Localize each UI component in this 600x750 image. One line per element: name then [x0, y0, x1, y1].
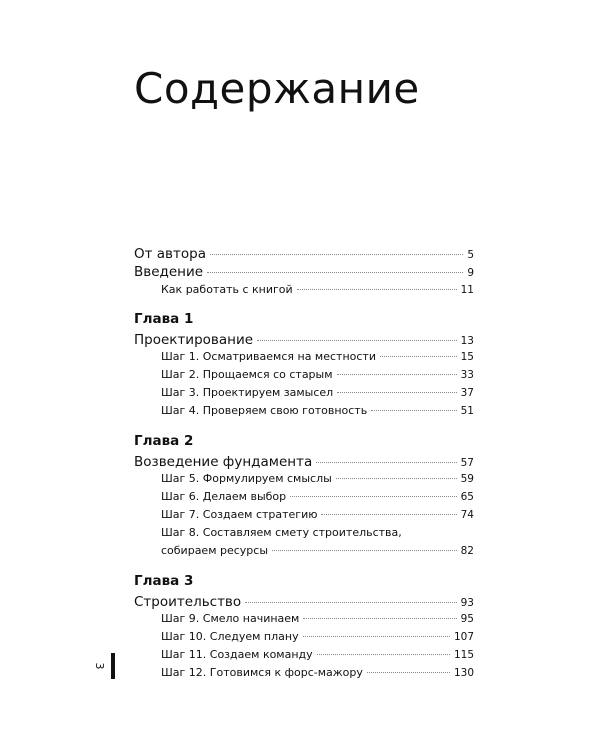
leader-dots — [337, 392, 456, 393]
toc-entry-page: 107 — [453, 631, 474, 643]
leader-dots — [207, 272, 463, 273]
toc-entry-page: 93 — [460, 597, 474, 609]
toc-entry-page: 37 — [460, 387, 474, 399]
leader-dots — [367, 672, 450, 673]
leader-dots — [317, 654, 450, 655]
toc-entry-page: 95 — [460, 613, 474, 625]
toc-entry-how-to-use[interactable] — [134, 283, 474, 296]
toc-step-8-line1[interactable]: Шаг 8. Составляем смету строительства, — [161, 526, 402, 539]
toc-step-10[interactable] — [134, 630, 474, 643]
leader-dots — [290, 496, 456, 497]
toc-entry-page: 57 — [460, 457, 474, 469]
toc-step-8[interactable] — [134, 544, 474, 557]
toc-step-11[interactable] — [134, 648, 474, 661]
toc-entry-introduction[interactable] — [134, 264, 474, 280]
leader-dots — [210, 254, 463, 255]
toc-step-5[interactable] — [134, 472, 474, 485]
leader-dots — [321, 514, 456, 515]
toc-step-1[interactable] — [134, 350, 474, 363]
toc-section-design[interactable] — [134, 332, 474, 348]
toc-entry-label: Строительство — [134, 594, 242, 610]
toc-step-9[interactable] — [134, 612, 474, 625]
toc-entry-label: Шаг 11. Создаем команду — [161, 648, 313, 661]
leader-dots — [257, 340, 457, 341]
toc-section-construction[interactable] — [134, 594, 474, 610]
toc-entry-label: Шаг 3. Проектируем замысел — [161, 386, 334, 399]
page-marker-bar — [111, 653, 115, 679]
toc-step-3[interactable] — [134, 386, 474, 399]
toc-entry-page: 15 — [460, 351, 474, 363]
toc-entry-page: 74 — [460, 509, 474, 521]
toc-entry-label: Шаг 12. Готовимся к форс-мажору — [161, 666, 363, 679]
toc-entry-page: 59 — [460, 473, 474, 485]
toc-entry-from-author[interactable] — [134, 246, 474, 262]
leader-dots — [272, 550, 457, 551]
toc-entry-label: Введение — [134, 264, 204, 280]
toc-step-6[interactable] — [134, 490, 474, 503]
toc-entry-label: Шаг 10. Следуем плану — [161, 630, 299, 643]
chapter-heading-2: Глава 2 — [134, 433, 194, 449]
toc-entry-page: 9 — [467, 267, 474, 279]
toc-entry-page: 51 — [460, 405, 474, 417]
toc-entry-page: 82 — [460, 545, 474, 557]
leader-dots — [303, 618, 456, 619]
leader-dots — [371, 410, 456, 411]
toc-entry-page: 13 — [460, 335, 474, 347]
leader-dots — [380, 356, 457, 357]
leader-dots — [303, 636, 450, 637]
page-title: Содержание — [134, 64, 420, 113]
toc-step-4[interactable] — [134, 404, 474, 417]
leader-dots — [297, 289, 457, 290]
chapter-heading-3: Глава 3 — [134, 573, 194, 589]
toc-entry-page: 11 — [460, 284, 474, 296]
toc-step-7[interactable] — [134, 508, 474, 521]
toc-entry-page: 130 — [453, 667, 474, 679]
toc-entry-label: Проектирование — [134, 332, 254, 348]
toc-entry-label: Шаг 1. Осматриваемся на местности — [161, 350, 376, 363]
page-number: 3 — [93, 662, 106, 670]
toc-entry-page: 5 — [467, 249, 474, 261]
chapter-heading-1: Глава 1 — [134, 311, 194, 327]
toc-step-12[interactable] — [134, 666, 474, 679]
toc-entry-label: От автора — [134, 246, 206, 262]
toc-entry-label: собираем ресурсы — [161, 544, 269, 557]
toc-entry-label: Шаг 9. Смело начинаем — [161, 612, 300, 625]
toc-entry-label: Как работать с книгой — [161, 283, 293, 296]
toc-entry-page: 65 — [460, 491, 474, 503]
toc-entry-label: Шаг 4. Проверяем свою готовность — [161, 404, 368, 417]
leader-dots — [316, 462, 456, 463]
toc-entry-label: Шаг 6. Делаем выбор — [161, 490, 287, 503]
leader-dots — [337, 374, 457, 375]
toc-entry-label: Возведение фундамента — [134, 454, 313, 470]
toc-entry-label: Шаг 2. Прощаемся со старым — [161, 368, 333, 381]
leader-dots — [336, 478, 457, 479]
toc-entry-label: Шаг 7. Создаем стратегию — [161, 508, 318, 521]
leader-dots — [245, 602, 456, 603]
toc-step-2[interactable] — [134, 368, 474, 381]
toc-entry-page: 115 — [453, 649, 474, 661]
toc-entry-label: Шаг 5. Формулируем смыслы — [161, 472, 332, 485]
toc-entry-page: 33 — [460, 369, 474, 381]
toc-section-foundation[interactable] — [134, 454, 474, 470]
